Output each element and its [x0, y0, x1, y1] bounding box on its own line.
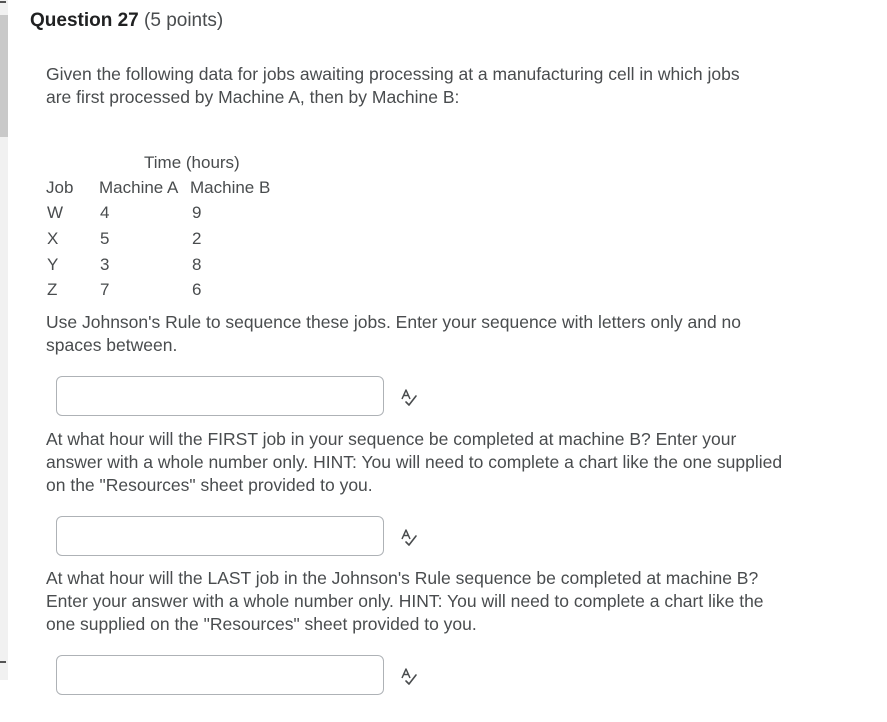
machine-a-cell: 4 — [100, 203, 110, 222]
machine-b-cell: 8 — [192, 255, 202, 274]
column-header-machine-a: Machine A — [99, 178, 179, 197]
question-number: Question 27 — [30, 10, 139, 31]
spellcheck-icon[interactable] — [399, 666, 419, 686]
edge-marker — [0, 1, 6, 3]
machine-a-cell: 5 — [100, 229, 110, 248]
part1-prompt: Use Johnson's Rule to sequence these jobs. Enter your sequence with letters only and no spaces between. — [46, 312, 742, 355]
job-cell: W — [47, 203, 64, 222]
question-title — [30, 10, 223, 32]
job-cell: Y — [47, 255, 59, 274]
scrollbar-thumb[interactable] — [0, 15, 8, 137]
job-cell: X — [47, 229, 59, 248]
machine-b-cell: 9 — [192, 203, 202, 222]
machine-a-cell: 7 — [100, 280, 110, 299]
spellcheck-icon[interactable] — [399, 387, 419, 407]
column-header-machine-b: Machine B — [190, 178, 271, 197]
sequence-answer-input[interactable] — [56, 376, 384, 416]
time-header: Time (hours) — [144, 153, 240, 172]
last-job-answer-input[interactable] — [56, 655, 384, 695]
edge-marker — [0, 661, 6, 663]
machine-b-cell: 2 — [192, 229, 202, 248]
spellcheck-icon[interactable] — [399, 527, 419, 547]
column-header-job: Job — [46, 178, 74, 197]
part3-prompt: At what hour will the LAST job in the Johnson's Rule sequence be completed at machine B? Enter your answer with a whole number only. HINT: You will need to complete a chart like the one supplied on the "Resources" sheet provided to you. — [46, 568, 764, 634]
job-cell: Z — [47, 280, 58, 299]
first-job-answer-input[interactable] — [56, 516, 384, 556]
machine-b-cell: 6 — [192, 280, 202, 299]
question-intro: Given the following data for jobs awaiting processing at a manufacturing cell in which jobs are first processed by Machine A, then by Machine B: — [46, 64, 740, 107]
machine-a-cell: 3 — [100, 255, 110, 274]
question-points: (5 points) — [144, 10, 224, 31]
left-scrollbar[interactable] — [0, 0, 8, 680]
part2-prompt: At what hour will the FIRST job in your sequence be completed at machine B? Enter your answer with a whole number only. HINT: You will need to complete a chart like the one supplied on the "Resources" sheet provided to you. — [46, 429, 783, 495]
